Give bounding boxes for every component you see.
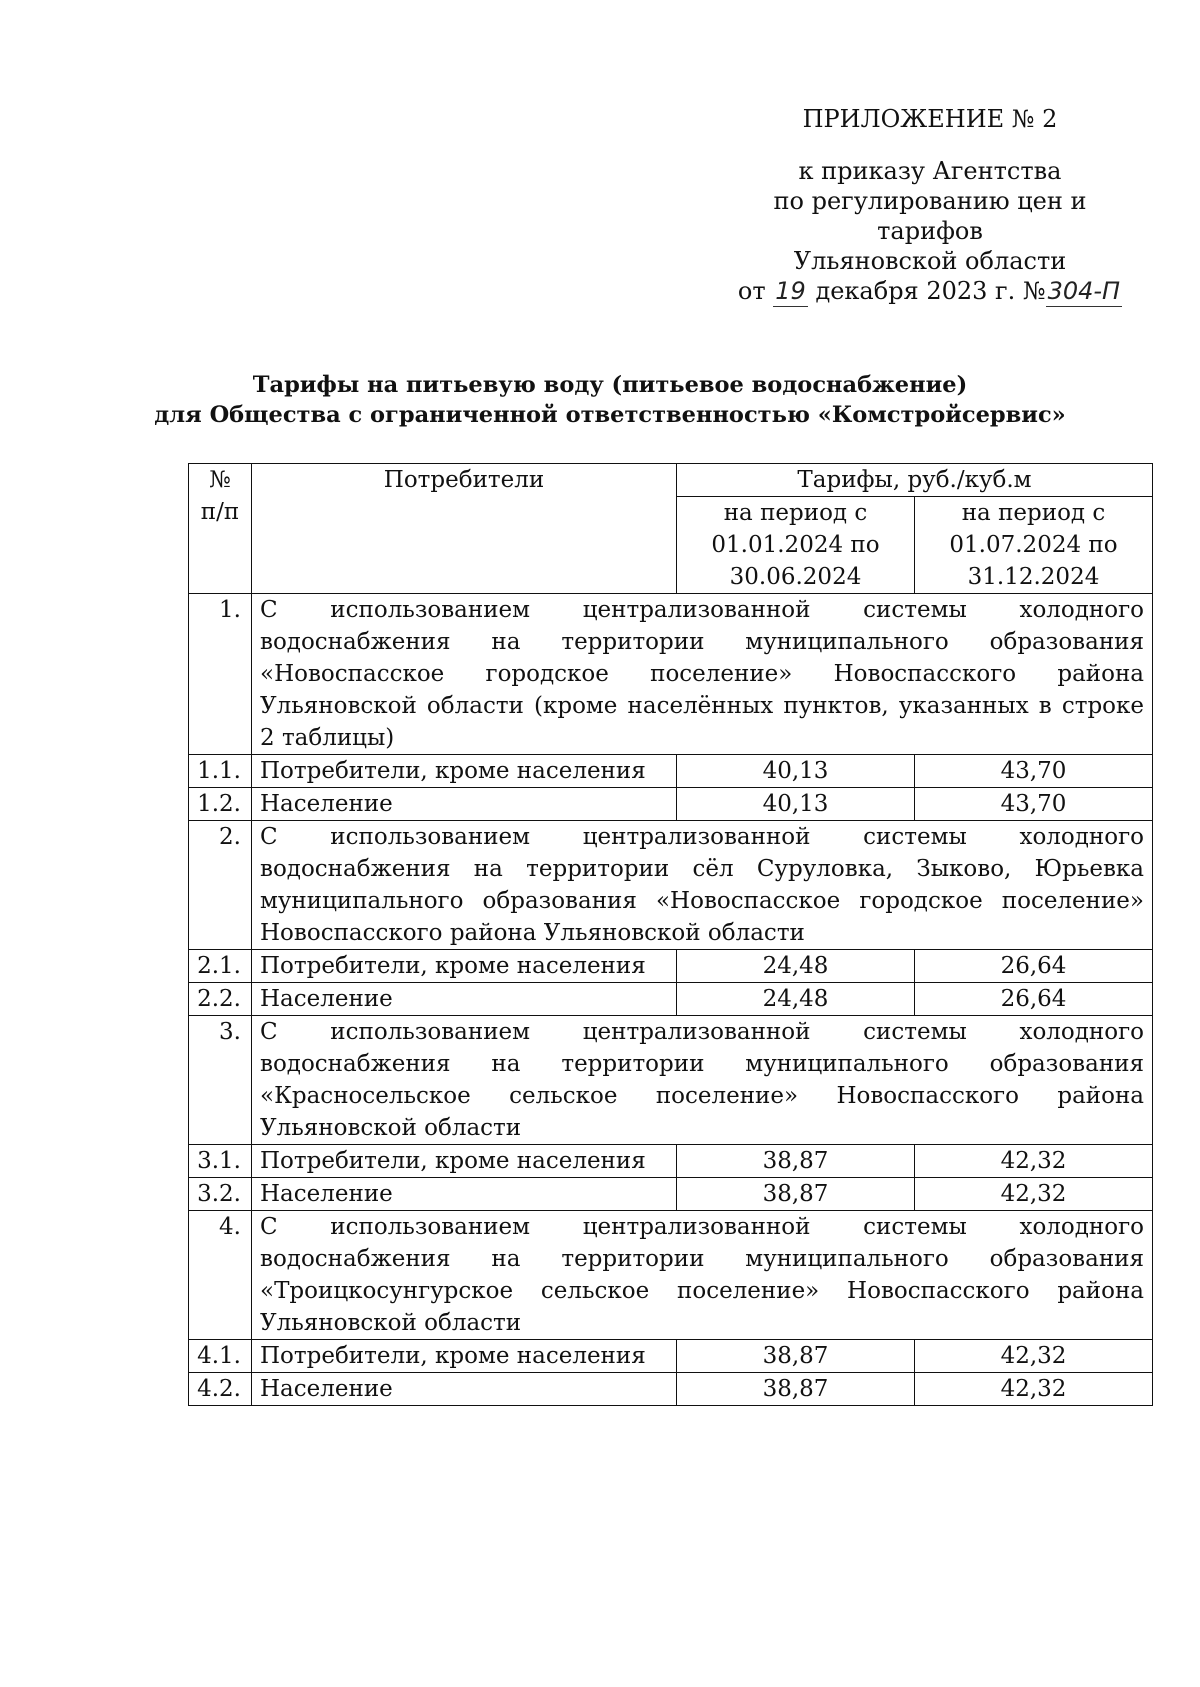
appendix-heading: ПРИЛОЖЕНИЕ № 2 [802, 105, 1058, 133]
section-row [189, 1016, 1153, 1145]
row-tariff-period-2: 42,32 [915, 1145, 1153, 1178]
table-row [189, 1340, 1153, 1373]
row-consumer: Население [252, 1178, 677, 1211]
table-row [189, 950, 1153, 983]
tariff-table [188, 463, 1153, 1406]
row-tariff-period-2: 42,32 [915, 1178, 1153, 1211]
row-consumer: Население [252, 788, 677, 821]
row-number: 1. [189, 594, 252, 755]
row-number: 3.2. [189, 1178, 252, 1211]
appendix-line-2: по регулированию цен и тарифов [773, 187, 1087, 245]
section-row [189, 821, 1153, 950]
section-description: С использованием централизованной системы холодного водоснабжения на территории муниципального образования «Новоспасское городское поселение» Новоспасского района Ульяновской области (кроме населённых пунктов, указанных в строке 2 таблицы) [252, 594, 1153, 755]
row-tariff-period-2: 26,64 [915, 950, 1153, 983]
section-description: С использованием централизованной системы холодного водоснабжения на территории муниципального образования «Красносельское сельское поселение» Новоспасского района Ульяновской области [252, 1016, 1153, 1145]
row-number: 4. [189, 1211, 252, 1340]
row-tariff-period-2: 42,32 [915, 1340, 1153, 1373]
row-number: 4.2. [189, 1373, 252, 1406]
order-date-line [720, 276, 1140, 307]
table-row [189, 788, 1153, 821]
header-period-2: на период с 01.07.2024 по 31.12.2024 [915, 497, 1153, 594]
row-tariff-period-1: 38,87 [677, 1178, 915, 1211]
row-number: 1.2. [189, 788, 252, 821]
title-line-2: для Общества с ограниченной ответственностью «Комстройсервис» [154, 402, 1066, 428]
header-period-1: на период с 01.01.2024 по 30.06.2024 [677, 497, 915, 594]
section-description: С использованием централизованной системы холодного водоснабжения на территории муниципального образования «Троицкосунгурское сельское поселение» Новоспасского района Ульяновской области [252, 1211, 1153, 1340]
table-row [189, 983, 1153, 1016]
date-rest: декабря 2023 г. № [815, 277, 1046, 305]
row-tariff-period-1: 38,87 [677, 1145, 915, 1178]
title-line-1: Тарифы на питьевую воду (питьевое водоснабжение) [252, 372, 968, 398]
header-num: № п/п [189, 464, 252, 594]
row-number: 3.1. [189, 1145, 252, 1178]
row-tariff-period-1: 24,48 [677, 983, 915, 1016]
row-consumer: Потребители, кроме населения [252, 1145, 677, 1178]
row-consumer: Население [252, 983, 677, 1016]
row-consumer: Потребители, кроме населения [252, 1340, 677, 1373]
date-prefix: от [737, 277, 766, 305]
row-tariff-period-2: 42,32 [915, 1373, 1153, 1406]
header-tariffs: Тарифы, руб./куб.м [677, 464, 1153, 497]
table-row [189, 1145, 1153, 1178]
appendix-line-1: к приказу Агентства [798, 157, 1062, 185]
row-consumer: Население [252, 1373, 677, 1406]
row-number: 2.1. [189, 950, 252, 983]
row-tariff-period-1: 40,13 [677, 755, 915, 788]
row-tariff-period-1: 24,48 [677, 950, 915, 983]
date-day-handwritten: 19 [775, 277, 806, 305]
appendix-block [720, 104, 1140, 307]
row-number: 4.1. [189, 1340, 252, 1373]
table-row [189, 1373, 1153, 1406]
section-description: С использованием централизованной системы холодного водоснабжения на территории сёл Суруловка, Зыково, Юрьевка муниципального образования «Новоспасское городское поселение» Новоспасского района Ульяновской области [252, 821, 1153, 950]
row-tariff-period-1: 40,13 [677, 788, 915, 821]
order-number-handwritten: 304-П [1047, 277, 1121, 305]
section-row [189, 594, 1153, 755]
row-tariff-period-2: 43,70 [915, 788, 1153, 821]
row-number: 3. [189, 1016, 252, 1145]
row-number: 2.2. [189, 983, 252, 1016]
row-number: 2. [189, 821, 252, 950]
table-row [189, 1178, 1153, 1211]
row-consumer: Потребители, кроме населения [252, 755, 677, 788]
row-number: 1.1. [189, 755, 252, 788]
row-consumer: Потребители, кроме населения [252, 950, 677, 983]
row-tariff-period-2: 26,64 [915, 983, 1153, 1016]
row-tariff-period-1: 38,87 [677, 1340, 915, 1373]
document-title [150, 370, 1070, 430]
header-consumers: Потребители [252, 464, 677, 594]
table-row [189, 755, 1153, 788]
row-tariff-period-2: 43,70 [915, 755, 1153, 788]
row-tariff-period-1: 38,87 [677, 1373, 915, 1406]
appendix-line-3: Ульяновской области [793, 247, 1067, 275]
section-row [189, 1211, 1153, 1340]
table-header-row [189, 464, 1153, 497]
